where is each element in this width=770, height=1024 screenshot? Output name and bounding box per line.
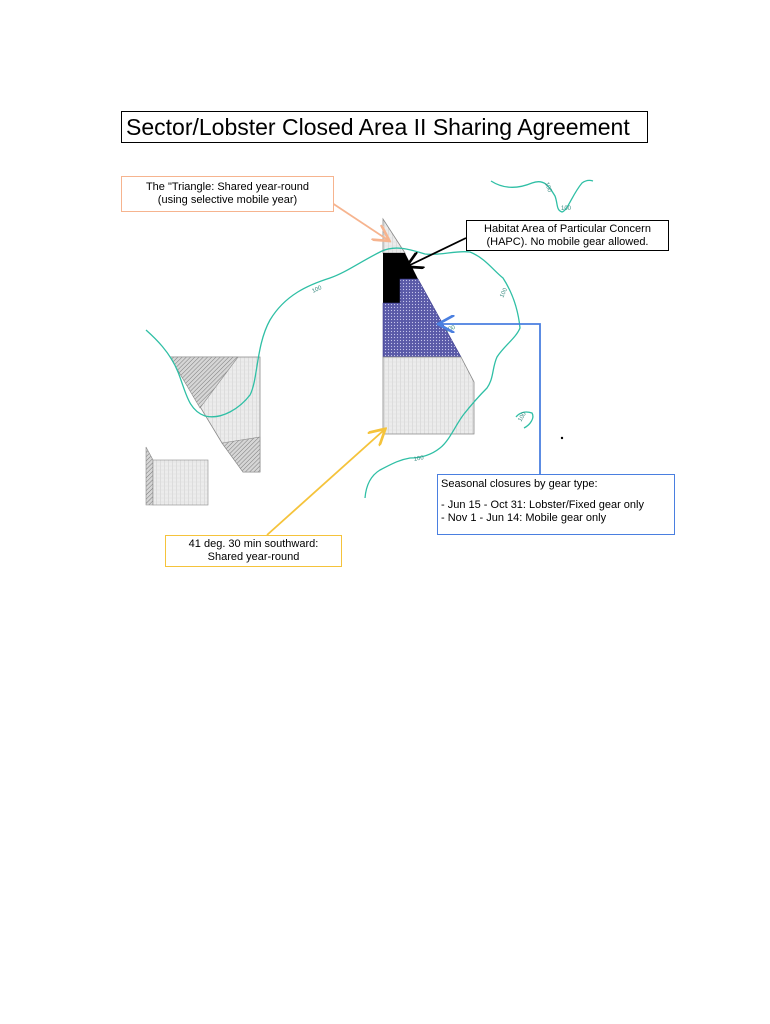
southward-callout-line1: 41 deg. 30 min southward: — [188, 538, 319, 550]
seasonal-callout-item2: - Nov 1 - Jun 14: Mobile gear only — [441, 512, 607, 524]
southward-shared-zone — [383, 357, 474, 434]
seasonal-callout-heading: Seasonal closures by gear type: — [441, 478, 598, 490]
depth-label-west: 100 — [311, 285, 323, 295]
southward-arrow — [267, 430, 384, 535]
left-closed-area-lower-diagonal — [222, 437, 260, 472]
left-closed-area-west-strip — [146, 447, 153, 505]
map-title: Sector/Lobster Closed Area II Sharing Agreement — [121, 111, 648, 143]
seasonal-callout-item1: - Jun 15 - Oct 31: Lobster/Fixed gear only — [441, 499, 644, 511]
map-dot — [561, 437, 563, 439]
left-closed-area-lower-block — [153, 460, 208, 505]
depth-label-mid: 100 — [444, 324, 457, 334]
triangle-callout-line2: (using selective mobile year) — [157, 194, 298, 206]
hapc-callout — [466, 220, 669, 251]
depth-contour-northeast — [491, 180, 593, 212]
seasonal-callout — [437, 474, 675, 535]
triangle-callout-line1: The "Triangle: Shared year-round — [145, 181, 310, 193]
depth-label-south: 100 — [413, 455, 425, 463]
left-closed-area — [146, 357, 260, 505]
hapc-callout-line1: Habitat Area of Particular Concern — [484, 223, 651, 235]
depth-label-southeast: 100 — [517, 411, 528, 423]
southward-callout-line2: Shared year-round — [207, 551, 300, 563]
depth-label-north: 100 — [561, 206, 572, 212]
southward-callout — [165, 535, 342, 567]
depth-label-northeast: 100 — [543, 181, 553, 194]
triangle-callout — [121, 176, 334, 212]
depth-label-east1: 100 — [499, 287, 510, 299]
hapc-callout-line2: (HAPC). No mobile gear allowed. — [486, 236, 649, 248]
